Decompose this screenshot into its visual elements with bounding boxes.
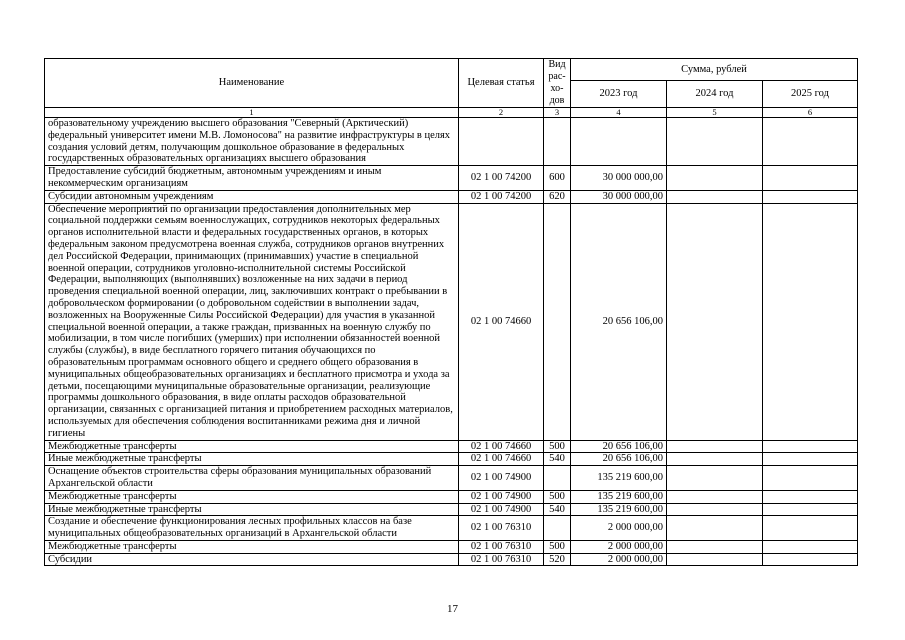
table-row	[45, 490, 858, 503]
row-expense-type: 620	[544, 190, 571, 203]
column-number: 6	[763, 108, 858, 118]
row-name: Создание и обеспечение функционирования лесных профильных классов на базе муниципальных общеобразовательных организаций в Архангельской области	[45, 516, 459, 541]
row-sum-2023: 20 656 106,00	[571, 440, 667, 453]
column-number: 3	[544, 108, 571, 118]
row-target-article: 02 1 00 76310	[459, 553, 544, 566]
row-target-article: 02 1 00 76310	[459, 516, 544, 541]
row-target-article: 02 1 00 74900	[459, 490, 544, 503]
row-name: Межбюджетные трансферты	[45, 490, 459, 503]
row-sum-2025	[763, 440, 858, 453]
table-row	[45, 516, 858, 541]
table-row	[45, 453, 858, 466]
row-sum-2024	[667, 553, 763, 566]
row-sum-2023: 20 656 106,00	[571, 453, 667, 466]
table-row	[45, 203, 858, 440]
header-name: Наименование	[45, 59, 459, 108]
row-sum-2025	[763, 190, 858, 203]
row-sum-2024	[667, 203, 763, 440]
row-sum-2024	[667, 540, 763, 553]
row-sum-2025	[763, 453, 858, 466]
row-target-article	[459, 118, 544, 166]
row-sum-2024	[667, 490, 763, 503]
row-target-article: 02 1 00 74900	[459, 503, 544, 516]
row-name: образовательному учреждению высшего образования "Северный (Арктический) федеральный университет имени М.В. Ломоносова" на развитие инфраструктуры в целях создания условий детям, получающим дошкольное образование в федеральных государственных образовательных организациях высшего образования	[45, 118, 459, 166]
row-name: Субсидии автономным учреждениям	[45, 190, 459, 203]
row-target-article: 02 1 00 74660	[459, 440, 544, 453]
header-year-2024: 2024 год	[667, 81, 763, 108]
row-sum-2023: 2 000 000,00	[571, 516, 667, 541]
row-sum-2023: 135 219 600,00	[571, 490, 667, 503]
row-expense-type: 540	[544, 503, 571, 516]
row-expense-type: 600	[544, 166, 571, 191]
row-target-article: 02 1 00 76310	[459, 540, 544, 553]
row-sum-2025	[763, 203, 858, 440]
row-sum-2023: 2 000 000,00	[571, 540, 667, 553]
row-expense-type	[544, 203, 571, 440]
row-sum-2024	[667, 503, 763, 516]
column-number: 2	[459, 108, 544, 118]
row-target-article: 02 1 00 74660	[459, 453, 544, 466]
row-sum-2024	[667, 440, 763, 453]
row-expense-type: 520	[544, 553, 571, 566]
row-target-article: 02 1 00 74200	[459, 166, 544, 191]
row-sum-2023: 135 219 600,00	[571, 503, 667, 516]
header-expense-type: Вид рас-хо-дов	[544, 59, 571, 108]
row-sum-2023: 20 656 106,00	[571, 203, 667, 440]
table-row	[45, 466, 858, 491]
row-expense-type	[544, 466, 571, 491]
table-row	[45, 440, 858, 453]
row-target-article: 02 1 00 74660	[459, 203, 544, 440]
column-number: 4	[571, 108, 667, 118]
column-number: 5	[667, 108, 763, 118]
header-year-2023: 2023 год	[571, 81, 667, 108]
row-sum-2025	[763, 503, 858, 516]
table-row	[45, 118, 858, 166]
row-sum-2023: 30 000 000,00	[571, 166, 667, 191]
header-year-2025: 2025 год	[763, 81, 858, 108]
table-row	[45, 166, 858, 191]
row-expense-type: 500	[544, 440, 571, 453]
row-expense-type	[544, 516, 571, 541]
row-sum-2023: 135 219 600,00	[571, 466, 667, 491]
row-sum-2025	[763, 466, 858, 491]
table-body	[45, 118, 858, 566]
row-expense-type	[544, 118, 571, 166]
row-name: Предоставление субсидий бюджетным, автономным учреждениям и иным некоммерческим организациям	[45, 166, 459, 191]
page-number: 17	[447, 603, 458, 615]
row-name: Оснащение объектов строительства сферы образования муниципальных образований Архангельской области	[45, 466, 459, 491]
header-target-article: Целевая статья	[459, 59, 544, 108]
row-sum-2025	[763, 490, 858, 503]
row-name: Субсидии	[45, 553, 459, 566]
row-sum-2024	[667, 166, 763, 191]
row-sum-2023: 2 000 000,00	[571, 553, 667, 566]
column-number: 1	[45, 108, 459, 118]
header-sum: Сумма, рублей	[571, 59, 858, 81]
row-expense-type: 540	[544, 453, 571, 466]
row-name: Межбюджетные трансферты	[45, 540, 459, 553]
table-row	[45, 503, 858, 516]
budget-table	[44, 58, 858, 566]
row-sum-2024	[667, 516, 763, 541]
row-sum-2025	[763, 118, 858, 166]
table-row	[45, 540, 858, 553]
row-sum-2025	[763, 540, 858, 553]
row-sum-2023: 30 000 000,00	[571, 190, 667, 203]
row-expense-type: 500	[544, 540, 571, 553]
row-sum-2024	[667, 466, 763, 491]
row-sum-2025	[763, 166, 858, 191]
table-row	[45, 553, 858, 566]
row-name: Иные межбюджетные трансферты	[45, 453, 459, 466]
row-expense-type: 500	[544, 490, 571, 503]
row-target-article: 02 1 00 74200	[459, 190, 544, 203]
row-sum-2025	[763, 516, 858, 541]
row-sum-2025	[763, 553, 858, 566]
column-numbers-row	[45, 108, 858, 118]
row-sum-2024	[667, 453, 763, 466]
row-name: Иные межбюджетные трансферты	[45, 503, 459, 516]
row-target-article: 02 1 00 74900	[459, 466, 544, 491]
table-row	[45, 190, 858, 203]
row-sum-2024	[667, 190, 763, 203]
row-name: Обеспечение мероприятий по организации предоставления дополнительных мер социальной поддержки семьям военнослужащих, сотрудников некоторых федеральных органов исполнительной власти и федеральных государственных органов, в которых федеральным законом предусмотрена военная служба, сотрудников органов внутренних дел Российской Федерации, принимающих (принимавших) участие в специальной военной операции, сотрудников уголовно-исполнительной системы Российской Федерации, выполняющих (выполнявших) возложенные на них задачи в период проведения специальной военной операции, лиц, заключивших контракт о пребывании в добровольческом формировании (о добровольном содействии в выполнении задач, возложенных на Вооруженные Силы Российской Федерации) для участия в указанной специальной военной операции, а также граждан, призванных на военную службу по мобилизации, в том числе погибших (умерших) при исполнении обязанностей военной службы (службы), в виде бесплатного горячего питания обучающихся по образовательным программам основного общего и среднего общего образования в муниципальных общеобразовательных организациях и бесплатного присмотра и ухода за детьми, посещающими муниципальные образовательные организации, реализующие программы дошкольного образования, в виде оплаты расходов образовательной организации, связанных с организацией питания и приобретением расходных материалов, используемых для обеспечения соблюдения воспитанниками режима дня и личной гигиены	[45, 203, 459, 440]
row-sum-2023	[571, 118, 667, 166]
row-name: Межбюджетные трансферты	[45, 440, 459, 453]
row-sum-2024	[667, 118, 763, 166]
